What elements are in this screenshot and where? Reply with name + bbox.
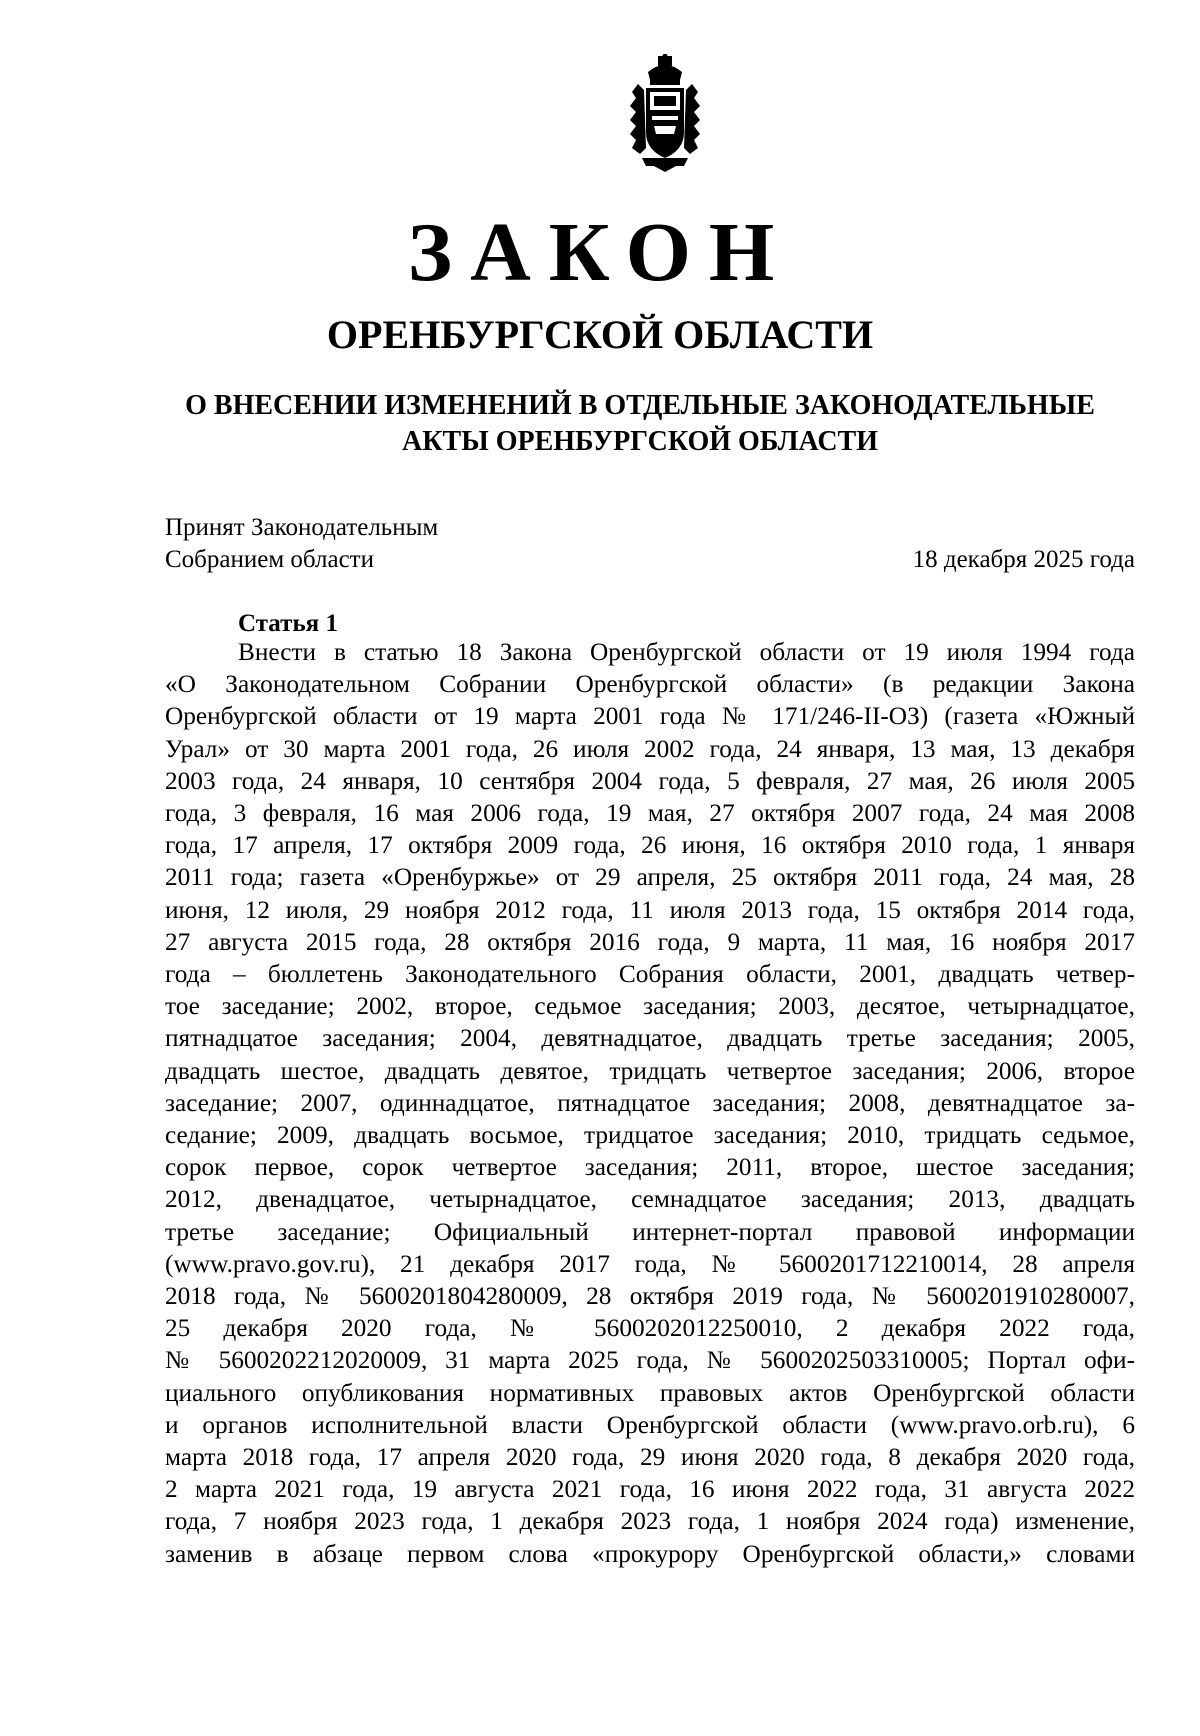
text-line: сорок первое, сорок четвертое заседания; 2011, второе, шестое заседания;	[165, 1153, 1135, 1182]
law-subject-line: АКТЫ ОРЕНБУРГСКОЙ ОБЛАСТИ	[402, 426, 878, 457]
text-line: года, 3 февраля, 16 мая 2006 года, 19 мая, 27 октября 2007 года, 24 мая 2008	[165, 799, 1135, 828]
text-line: двадцать шестое, двадцать девятое, тридцать четвертое заседания; 2006, второе	[165, 1056, 1135, 1085]
law-title: ЗАКОН	[407, 206, 793, 299]
text-line: циального опубликования нормативных правовых актов Оренбургской области	[165, 1378, 1135, 1407]
text-line: и органов исполнительной власти Оренбургской области (www.pravo.orb.ru), 6	[165, 1410, 1135, 1439]
text-line: 27 августа 2015 года, 28 октября 2016 года, 9 марта, 11 мая, 16 ноября 2017	[165, 927, 1135, 956]
adoption-block	[165, 512, 1135, 576]
text-line: марта 2018 года, 17 апреля 2020 года, 29 июня 2020 года, 8 декабря 2020 года,	[165, 1443, 1135, 1472]
text-line: Оренбургской области от 19 марта 2001 года № 171/246-II-ОЗ) (газета «Южный	[165, 702, 1135, 731]
article-body	[165, 636, 1135, 1570]
text-line: июня, 12 июля, 29 ноября 2012 года, 11 июля 2013 года, 15 октября 2014 года,	[165, 895, 1135, 924]
text-line: 2012, двенадцатое, четырнадцатое, семнадцатое заседания; 2013, двадцать	[165, 1185, 1135, 1214]
text-line: «О Законодательном Собрании Оренбургской области» (в редакции Закона	[165, 670, 1135, 699]
text-line: третье заседание; Официальный интернет-портал правовой информации	[165, 1217, 1135, 1246]
text-line: Урал» от 30 марта 2001 года, 26 июля 2002 года, 24 января, 13 мая, 13 декабря	[165, 734, 1135, 763]
text-line: 25 декабря 2020 года, № 5600202012250010, 2 декабря 2022 года,	[165, 1314, 1135, 1343]
text-line: 2011 года; газета «Оренбуржье» от 29 апреля, 25 октября 2011 года, 24 мая, 28	[165, 863, 1135, 892]
text-line: тое заседание; 2002, второе, седьмое заседания; 2003, десятое, четырнадцатое,	[165, 992, 1135, 1021]
text-line: заседание; 2007, одиннадцатое, пятнадцатое заседания; 2008, девятнадцатое за-	[165, 1088, 1135, 1117]
coat-of-arms-emblem	[624, 54, 706, 172]
text-line: пятнадцатое заседания; 2004, девятнадцатое, двадцать третье заседания; 2005,	[165, 1024, 1135, 1053]
text-line: года, 7 ноября 2023 года, 1 декабря 2023 года, 1 ноября 2024 года) изменение,	[165, 1507, 1135, 1536]
text-line: № 5600202212020009, 31 марта 2025 года, № 5600202503310005; Портал офи-	[165, 1346, 1135, 1375]
text-line: Внести в статью 18 Закона Оренбургской области от 19 июля 1994 года	[238, 638, 1135, 666]
adoption-line: Принят Законодательным	[165, 514, 439, 541]
text-line: года – бюллетень Законодательного Собрания области, 2001, двадцать четвер-	[165, 960, 1135, 989]
adoption-date: 18 декабря 2025 года	[912, 546, 1135, 573]
adoption-line: Собранием области	[165, 546, 374, 573]
text-line: (www.pravo.gov.ru), 21 декабря 2017 года, № 5600201712210014, 28 апреля	[165, 1249, 1135, 1278]
text-line: 2 марта 2021 года, 19 августа 2021 года, 16 июня 2022 года, 31 августа 2022	[165, 1475, 1135, 1504]
region-heading: ОРЕНБУРГСКОЙ ОБЛАСТИ	[326, 312, 874, 357]
text-line: 2003 года, 24 января, 10 сентября 2004 года, 5 февраля, 27 мая, 26 июля 2005	[165, 766, 1135, 795]
article-heading: Статья 1	[238, 610, 338, 637]
law-subject-line: О ВНЕСЕНИИ ИЗМЕНЕНИЙ В ОТДЕЛЬНЫЕ ЗАКОНОДАТЕЛЬНЫЕ	[185, 390, 1095, 421]
text-line: седание; 2009, двадцать восьмое, тридцатое заседания; 2010, тридцать седьмое,	[165, 1121, 1135, 1150]
text-line: заменив в абзаце первом слова «прокурору Оренбургской области,» словами	[165, 1539, 1135, 1568]
law-subject	[160, 388, 1120, 460]
text-line: 2018 года, № 5600201804280009, 28 октября 2019 года, № 5600201910280007,	[165, 1282, 1135, 1311]
text-line: года, 17 апреля, 17 октября 2009 года, 26 июня, 16 октября 2010 года, 1 января	[165, 831, 1135, 860]
